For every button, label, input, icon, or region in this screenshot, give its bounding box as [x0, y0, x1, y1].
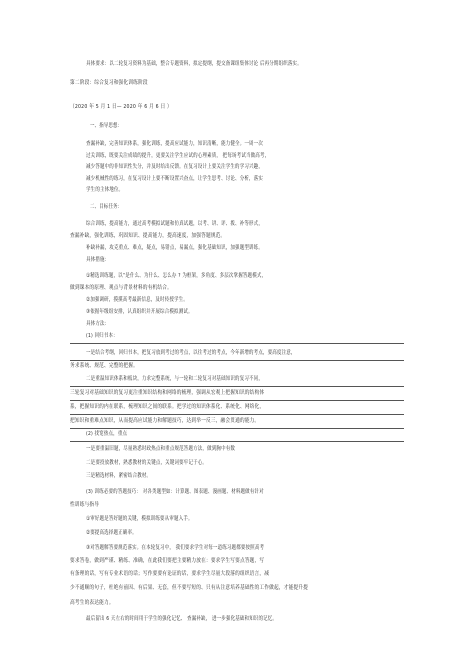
paragraph-line: 查漏补缺，完善知识体系，强化训练，提高应试能力，知识清晰，能力健全。一周一次	[86, 141, 263, 147]
paragraph-line: 查漏补缺，强化训练，巩固知识、提高能力，提高速度，加强答题规范。	[70, 233, 226, 239]
method-heading: (2) 找宽热点，重点	[86, 431, 128, 437]
section-heading-goals: 二、目标任务：	[90, 204, 123, 210]
paragraph-line: 做到课本的原理、观点与背景材料的有机结合。	[70, 285, 172, 291]
divider	[70, 343, 404, 344]
measure-item: ③依据年级组安排，认真组织并开展综合模拟测试。	[86, 309, 193, 315]
paragraph-line: 性训练与指导	[70, 502, 100, 508]
paragraph-line: 高考生的表达能力。	[70, 600, 114, 606]
divider	[70, 441, 404, 442]
measure-item: ①精选训练题，以“是什么、为什么、怎么办 ? 为框架，多角度、多层次掌握答题模式，	[86, 273, 267, 279]
paragraph-line: 综合训练，提高能力，通过高考模拟试题和仿真试题，以考、讲、评、拨、补等形式，	[86, 221, 263, 227]
measure-item: ②加强调研，摸摸高考最新信息，及时传授学生。	[86, 297, 189, 303]
paragraph-line: 要求答卷，做到严谨、精练、准确，在此我们要把主要精力放在：要求学生写要点答题，写	[70, 558, 265, 564]
paragraph-line: 学生的主体地位。	[86, 187, 124, 193]
paragraph-line: ①审好题是答好题的关键，模拟训练要从审题入手。	[86, 516, 193, 522]
paragraph-line: 过关训练，既要关注成绩的提升，更要关注学生应试的心理素质， 把每场考试当做高考，	[86, 153, 270, 159]
date-range: （2020 年 5 月 1 日— 2020 年 6 月 6 日 ）	[70, 104, 172, 110]
subheading-measures: 具体措施：	[86, 257, 110, 263]
paragraph-line: 务求系统、规范、完整的把握。	[70, 363, 138, 369]
stage-title: 第二阶段：综合复习和强化训练阶段	[70, 80, 148, 86]
method-heading: (3) 训练必要的答题技巧： 对各类题型如：计算题、图表题、漫画题、材料题做有针对	[86, 489, 264, 495]
paragraph-line: 有条理的话，写有专业术语的话；写作要要有论证的话，要求学生尽量大段落的组织语言，减	[70, 571, 270, 577]
paragraph-line: 一是要重温旧题，尽量熟悉时政热点和重点规范答题方法，做到胸中有数	[86, 446, 236, 452]
paragraph-line: 二是要投放教材，熟悉教材的关键点，关键词要牢记于心。	[86, 460, 208, 466]
section-heading-guiding-ideas: 一、指导思想：	[90, 123, 123, 129]
paragraph-line: 系，把握知识的内在联系，梳理知识之间的联系。把学过的知识体系化、系统化、网络化，	[70, 404, 265, 410]
divider	[70, 360, 404, 361]
paragraph-line: 减少机械性的练习，在复习设计上要不断设置兴奋点，让学生思考、讨论、分析，落实	[86, 176, 263, 182]
requirements-line: 具体要求：以二轮复习资料为基础，整合专题资料，拟定提纲，提交备课组集体讨论 后再分期组织落实。	[86, 61, 302, 67]
paragraph-line: 减少答题中的非知识性失分，并及时给出反馈。在复习设计上要关注学生的学习兴趣，	[86, 164, 263, 170]
paragraph-line: 把知识和重难点知识，从而提高应试能力和解题技巧，达到举一反三，融会贯通的能力。	[70, 418, 260, 424]
paragraph-line: ③对答题解答要规范落实。在本轮复习中， 我们要求学生对每一道练习题都要按照高考	[86, 545, 265, 551]
subheading-methods: 具体方法：	[86, 321, 110, 327]
divider	[70, 400, 404, 401]
divider	[70, 386, 404, 387]
paragraph-line: 少不通顺的句子，杜绝有前因、有后果、无套，但不要写短的、只有从注意培养基础性的工作做起，才能提升提	[70, 585, 308, 591]
paragraph-line: 一是结合考纲，回归书本，把复习放到考过的考点，以往考过的考点，今年新增的考点，要高度注意，	[86, 350, 296, 356]
paragraph-line: 补缺补漏，攻克重点、难点，疑点，易错点，易漏点，强化基础知识，加强题型训练。	[86, 245, 263, 251]
paragraph-line: 三轮复习对基础知识的复习更注重知识结构和网络的梳理，强调从宏观上把握知识的结构体	[70, 390, 265, 396]
divider	[70, 414, 404, 415]
divider	[70, 428, 404, 429]
method-heading: (1) 回归书本：	[86, 333, 118, 339]
paragraph-line: ②要提高选择题正确率。	[86, 530, 137, 536]
paragraph-line: 最后留出 6 天左右的时间用于学生的强化记忆、 查漏补缺， 进一步强化基础和知识的记忆。	[86, 616, 278, 622]
paragraph-line: 二是重温知识体系和板块，力求完整系统，与一轮和二轮复习对基础知识的复习不同，	[86, 376, 263, 382]
paragraph-line: 三是精选材料，紧密结合教材。	[86, 473, 152, 479]
